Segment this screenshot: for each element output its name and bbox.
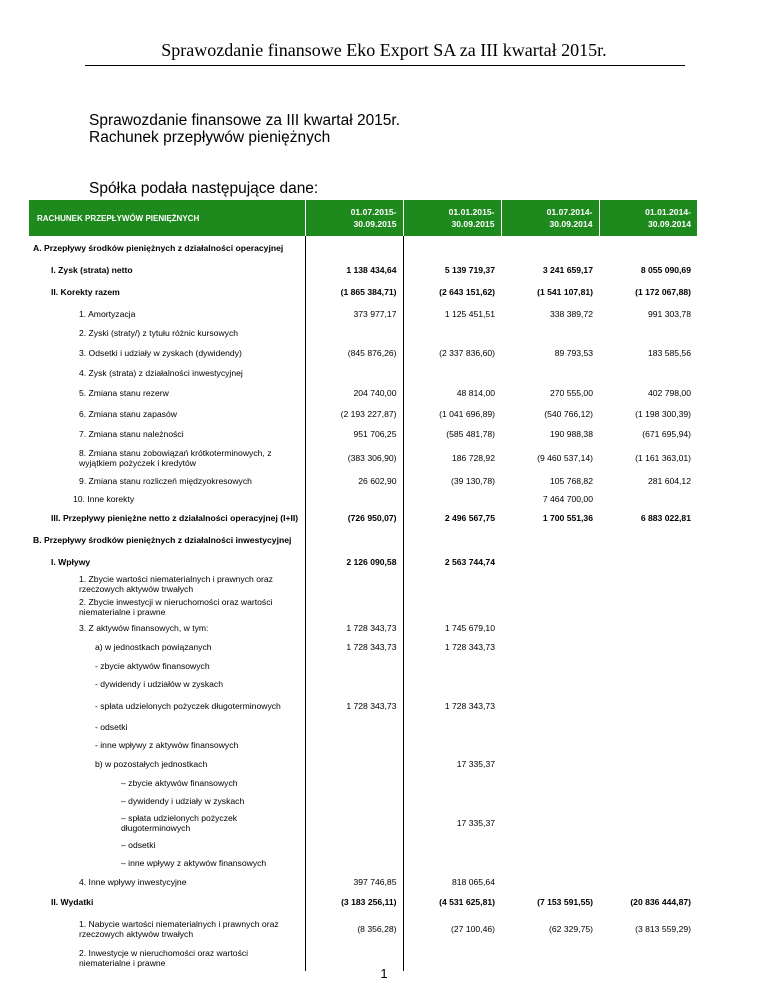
row-label: 9. Zmiana stanu rozliczeń międzyokresowych [79, 476, 252, 486]
table-row [29, 529, 697, 551]
row-value: 951 706,25 [305, 424, 403, 444]
row-value [599, 656, 697, 675]
table-row [29, 259, 697, 281]
row-value: (726 950,07) [305, 507, 403, 529]
row-label: 3. Z aktywów finansowych, w tym: [79, 622, 209, 633]
row-value [403, 529, 501, 551]
row-value: 2 563 744,74 [444, 556, 495, 567]
row-value [403, 572, 501, 595]
row-value: 48 814,00 [456, 388, 495, 398]
row-value: 1 745 679,10 [444, 622, 495, 633]
row-label: - zbycie aktywów finansowych [95, 660, 210, 671]
row-value [305, 595, 403, 618]
table-row [29, 792, 697, 809]
row-value: (1 161 363,01) [635, 452, 691, 463]
row-value [501, 364, 599, 382]
row-label: 4. Inne wpływy inwestycyjne [79, 877, 187, 887]
table-row [29, 444, 697, 471]
row-label: – odsetki [121, 839, 156, 850]
table-row [29, 656, 697, 675]
row-value [599, 324, 697, 342]
row-value: (671 695,94) [642, 429, 691, 439]
row-value: 5 139 719,37 [444, 265, 495, 275]
row-value: (1 041 696,89) [439, 409, 495, 419]
row-value [305, 754, 403, 773]
table-row [29, 693, 697, 718]
row-value [599, 236, 697, 259]
row-value [501, 618, 599, 637]
table-row [29, 424, 697, 444]
row-value [403, 491, 501, 507]
row-value: 281 604,12 [647, 476, 691, 486]
table-row [29, 342, 697, 364]
row-value [599, 836, 697, 853]
row-value [403, 773, 501, 792]
row-value [599, 595, 697, 618]
row-value [501, 735, 599, 754]
row-value [403, 595, 501, 618]
row-label: - dywidendy i udziałów w zyskach [95, 679, 224, 689]
column-header: 01.07.2014- 30.09.2014 [501, 200, 599, 236]
row-value: (3 183 256,11) [305, 892, 403, 912]
table-row [29, 236, 697, 259]
table-row [29, 718, 697, 735]
row-value [305, 836, 403, 853]
row-value [403, 236, 501, 259]
table-row [29, 471, 697, 491]
row-value: (1 198 300,39) [635, 409, 691, 419]
row-label: 1. Amortyzacja [79, 308, 136, 319]
table-row [29, 507, 697, 529]
row-value: 183 585,56 [647, 348, 691, 358]
row-value [599, 792, 697, 809]
row-value [599, 853, 697, 872]
row-value: (9 460 537,14) [537, 452, 593, 463]
row-value [305, 529, 403, 551]
row-value [599, 718, 697, 735]
row-value [501, 836, 599, 853]
table-row [29, 303, 697, 324]
row-value [501, 754, 599, 773]
column-header: 01.01.2014- 30.09.2014 [599, 200, 697, 236]
row-value [599, 773, 697, 792]
row-value: 1 728 343,73 [444, 641, 495, 652]
row-label: 1. Zbycie wartości niematerialnych i prawnych oraz rzeczowych aktywów trwałych [79, 573, 273, 594]
table-row [29, 735, 697, 754]
row-value: 1 728 343,73 [305, 618, 403, 637]
table-row [29, 595, 697, 618]
row-value: (2 193 227,87) [305, 404, 403, 424]
row-value: 2 496 567,75 [444, 513, 495, 523]
row-value [501, 572, 599, 595]
row-value [305, 675, 403, 693]
row-value: (1 541 107,81) [537, 287, 593, 297]
row-value: 1 728 343,73 [305, 637, 403, 656]
row-value [305, 809, 403, 836]
row-value [501, 529, 599, 551]
row-label: 3. Odsetki i udziały w zyskach (dywidendy) [79, 348, 242, 358]
row-label: - inne wpływy z aktywów finansowych [95, 739, 239, 750]
row-value: (4 531 625,81) [439, 897, 495, 907]
row-value [599, 529, 697, 551]
row-label: II. Wydatki [51, 897, 94, 907]
row-value [599, 364, 697, 382]
row-value: 186 728,92 [451, 452, 495, 463]
row-value [501, 853, 599, 872]
report-intro: Spółka podała następujące dane: [89, 180, 319, 197]
row-value: (845 876,26) [305, 342, 403, 364]
table-row [29, 404, 697, 424]
row-value [305, 773, 403, 792]
row-value [305, 491, 403, 507]
row-value [501, 595, 599, 618]
row-label: 1. Nabycie wartości niematerialnych i prawnych oraz rzeczowych aktywów trwałych [79, 918, 279, 939]
row-value: (7 153 591,55) [537, 897, 593, 907]
row-value [403, 364, 501, 382]
column-header: 01.01.2015- 30.09.2015 [403, 200, 501, 236]
row-value: 1 728 343,73 [305, 693, 403, 718]
row-value [599, 735, 697, 754]
row-value [305, 364, 403, 382]
row-value [599, 637, 697, 656]
row-value [501, 656, 599, 675]
table-row [29, 364, 697, 382]
row-value: (2 337 836,60) [439, 348, 495, 358]
row-label: 5. Zmiana stanu rezerw [79, 388, 169, 398]
row-value: (39 130,78) [451, 476, 495, 486]
row-value [501, 693, 599, 718]
row-value: (8 356,28) [305, 912, 403, 945]
row-value: 6 883 022,81 [640, 513, 691, 523]
table-row [29, 382, 697, 404]
row-value: (3 813 559,29) [635, 923, 691, 934]
row-value: 1 728 343,73 [444, 700, 495, 711]
row-value [501, 718, 599, 735]
row-value [305, 792, 403, 809]
row-value [501, 809, 599, 836]
row-value [403, 853, 501, 872]
row-value [501, 675, 599, 693]
row-value [403, 836, 501, 853]
row-value: 7 464 700,00 [542, 494, 593, 504]
row-label: III. Przepływy pieniężne netto z działalności operacyjnej (I+II) [51, 513, 299, 523]
row-value: (1 172 067,88) [635, 287, 691, 297]
row-label: A. Przepływy środków pieniężnych z działalności operacyjnej [33, 242, 284, 253]
row-value: 373 977,17 [305, 303, 403, 324]
row-value: 397 746,85 [305, 872, 403, 892]
row-label: 7. Zmiana stanu należności [79, 429, 184, 439]
row-value: (1 865 384,71) [305, 281, 403, 303]
row-value [599, 491, 697, 507]
row-value: 8 055 090,69 [640, 265, 691, 275]
table-row [29, 572, 697, 595]
row-value [305, 735, 403, 754]
row-label: – dywidendy i udziały w zyskach [121, 795, 245, 806]
table-row [29, 754, 697, 773]
row-value [305, 853, 403, 872]
row-value: 190 988,38 [549, 429, 593, 439]
row-label: B. Przepływy środków pieniężnych z działalności inwestycyjnej [33, 535, 292, 545]
row-label: II. Korekty razem [51, 287, 120, 297]
row-value [305, 572, 403, 595]
page-header: Sprawozdanie finansowe Eko Export SA za III kwartał 2015r. [161, 40, 607, 60]
row-value [599, 618, 697, 637]
page-number: 1 [380, 966, 388, 981]
row-value: 991 303,78 [647, 308, 691, 319]
row-value [599, 693, 697, 718]
row-value [305, 718, 403, 735]
row-label: – spłata udzielonych pożyczek długoterminowych [121, 812, 238, 833]
row-value [403, 675, 501, 693]
row-value [501, 792, 599, 809]
table-row [29, 872, 697, 892]
table-body [29, 236, 697, 971]
row-value: (383 306,90) [305, 444, 403, 471]
row-value: (585 481,78) [446, 429, 495, 439]
row-value [501, 872, 599, 892]
row-value: 17 335,37 [456, 817, 495, 828]
row-label: 10. Inne korekty [73, 494, 135, 504]
row-value [305, 236, 403, 259]
row-value: (20 836 444,87) [630, 897, 691, 907]
table-row [29, 809, 697, 836]
row-value: 1 138 434,64 [305, 259, 403, 281]
row-value: (27 100,46) [451, 923, 495, 934]
row-value [599, 551, 697, 572]
row-value [599, 754, 697, 773]
row-value [501, 773, 599, 792]
row-value: 402 798,00 [647, 388, 691, 398]
table-row [29, 892, 697, 912]
table-row [29, 773, 697, 792]
row-value [403, 718, 501, 735]
row-label: 6. Zmiana stanu zapasów [79, 409, 177, 419]
report-title: Sprawozdanie finansowe za III kwartał 2015r. [89, 112, 401, 129]
cash-flow-table [29, 200, 697, 971]
row-label: – inne wpływy z aktywów finansowych [121, 857, 267, 868]
header-divider [85, 65, 685, 66]
row-value [599, 872, 697, 892]
table-row [29, 912, 697, 945]
row-label: 2. Inwestycje w nieruchomości oraz wartości niematerialne i prawne [79, 948, 249, 968]
row-value [501, 236, 599, 259]
row-label: 4. Zysk (strata) z działalności inwestycyjnej [79, 368, 243, 378]
row-label: 8. Zmiana stanu zobowiązań krótkoterminowych, z wyjątkiem pożyczek i kredytów [79, 447, 272, 468]
row-value: 270 555,00 [549, 388, 593, 398]
row-value: 818 065,64 [451, 877, 495, 887]
row-value: (62 329,75) [549, 923, 593, 934]
row-value: 105 768,82 [549, 476, 593, 486]
report-subtitle: Rachunek przepływów pieniężnych [89, 129, 331, 146]
table-row [29, 281, 697, 303]
row-value: (540 766,12) [544, 409, 593, 419]
column-header: 01.07.2015- 30.09.2015 [305, 200, 403, 236]
row-value [403, 735, 501, 754]
row-label: a) w jednostkach powiązanych [95, 641, 212, 652]
table-row [29, 637, 697, 656]
row-label: – zbycie aktywów finansowych [121, 777, 238, 788]
table-row [29, 836, 697, 853]
row-value: 2 126 090,58 [305, 551, 403, 572]
table-row [29, 324, 697, 342]
table-row [29, 491, 697, 507]
row-label: I. Zysk (strata) netto [51, 265, 133, 275]
row-value [305, 656, 403, 675]
row-value: 26 602,90 [305, 471, 403, 491]
row-label: - odsetki [95, 721, 128, 732]
row-value: 1 125 451,51 [444, 308, 495, 319]
table-header-row [29, 200, 697, 236]
row-value: 204 740,00 [305, 382, 403, 404]
row-value: 89 793,53 [554, 348, 593, 358]
row-label: 2. Zbycie inwestycji w nieruchomości oraz wartości niematerialne i prawne [79, 596, 273, 617]
row-value: 338 389,72 [549, 308, 593, 319]
row-label: b) w pozostałych jednostkach [95, 758, 208, 769]
row-value [501, 637, 599, 656]
table-header-label: RACHUNEK PRZEPŁYWÓW PIENIĘŻNYCH [29, 200, 305, 236]
row-value [403, 324, 501, 342]
row-value: 1 700 551,36 [542, 513, 593, 523]
table-row [29, 551, 697, 572]
table-row [29, 675, 697, 693]
table-row [29, 853, 697, 872]
row-value [403, 792, 501, 809]
row-label: I. Wpływy [51, 556, 91, 567]
table-row [29, 618, 697, 637]
row-value [501, 324, 599, 342]
row-label: - spłata udzielonych pożyczek długoterminowych [95, 700, 281, 711]
row-value [599, 809, 697, 836]
row-value: (2 643 151,62) [439, 287, 495, 297]
row-value [599, 572, 697, 595]
row-label: 2. Zyski (straty/) z tytułu różnic kursowych [79, 328, 239, 338]
row-value: 3 241 659,17 [542, 265, 593, 275]
row-value [305, 324, 403, 342]
row-value [501, 551, 599, 572]
row-value [403, 656, 501, 675]
row-value [599, 675, 697, 693]
row-value: 17 335,37 [456, 758, 495, 769]
